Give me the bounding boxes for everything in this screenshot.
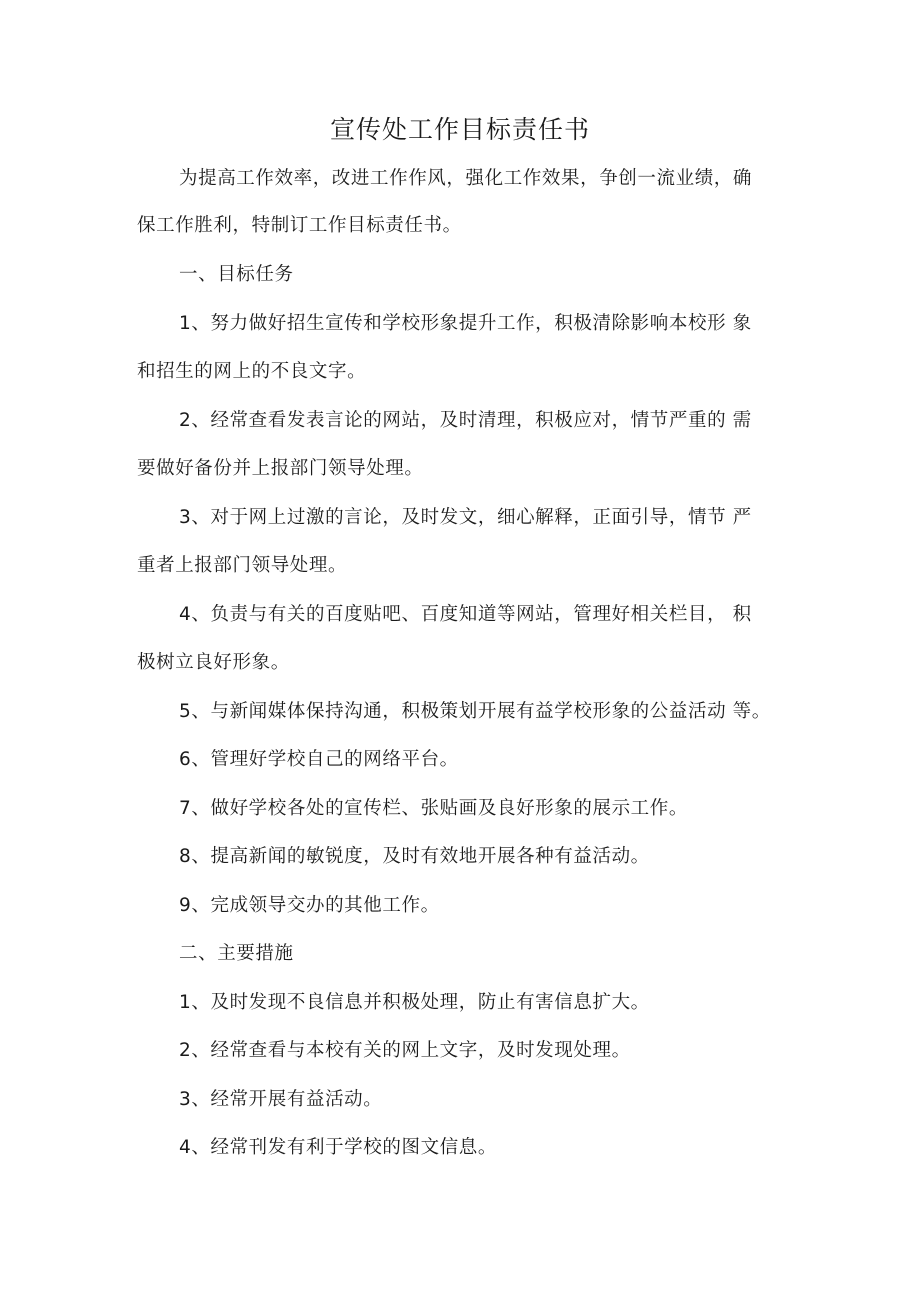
measure-item-4: 4、经常刊发有利于学校的图文信息。 [179,1137,497,1158]
goal-item-9: 9、完成领导交办的其他工作。 [179,895,440,916]
intro-line-1: 为提高工作效率，改进工作作风，强化工作效果，争创一流业绩，确 [179,168,753,189]
measure-item-3: 3、经常开展有益活动。 [179,1089,383,1110]
intro-line-2: 保工作胜利，特制订工作目标责任书。 [137,215,462,236]
goal-item-2-line-1: 2、经常查看发表言论的网站，及时清理，积极应对，情节严重的 需 [179,410,752,431]
goal-item-5: 5、与新闻媒体保持沟通，积极策划开展有益学校形象的公益活动 等。 [179,701,771,722]
goal-item-4-line-1: 4、负责与有关的百度贴吧、百度知道等网站，管理好相关栏目， 积 [179,604,752,625]
goal-item-3-line-2: 重者上报部门领导处理。 [137,555,348,576]
section-heading-measures: 二、主要措施 [179,943,294,964]
goal-item-8: 8、提高新闻的敏锐度，及时有效地开展各种有益活动。 [179,846,650,867]
goal-item-2-line-2: 要做好备份并上报部门领导处理。 [137,458,424,479]
goal-item-1-line-2: 和招生的网上的不良文字。 [137,361,367,382]
measure-item-2: 2、经常查看与本校有关的网上文字，及时发现处理。 [179,1040,631,1061]
goal-item-6: 6、管理好学校自己的网络平台。 [179,749,459,770]
goal-item-4-line-2: 极树立良好形象。 [137,652,290,673]
measure-item-1: 1、及时发现不良信息并积极处理，防止有害信息扩大。 [179,992,650,1013]
section-heading-goals: 一、目标任务 [179,264,294,285]
goal-item-3-line-1: 3、对于网上过激的言论，及时发文，细心解释，正面引导，情节 严 [179,507,752,528]
goal-item-1-line-1: 1、努力做好招生宣传和学校形象提升工作，积极清除影响本校形 象 [179,313,752,334]
document-title: 宣传处工作目标责任书 [329,115,590,144]
goal-item-7: 7、做好学校各处的宣传栏、张贴画及良好形象的展示工作。 [179,798,688,819]
